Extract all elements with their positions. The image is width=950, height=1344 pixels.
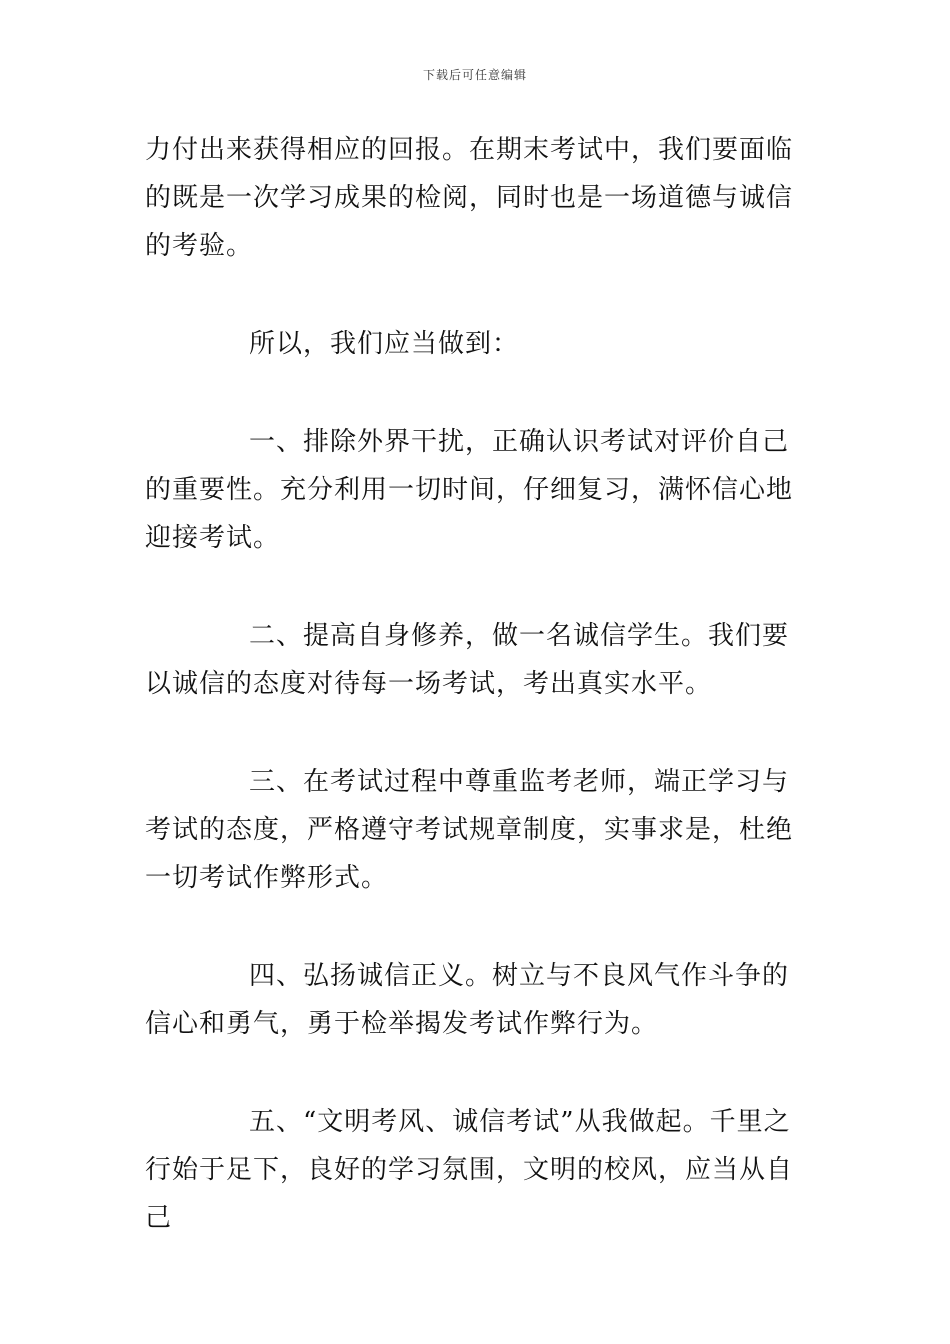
paragraph-gap xyxy=(145,562,810,612)
paragraph-gap xyxy=(145,368,810,418)
paragraph-gap xyxy=(145,902,810,952)
paragraph-point-3: 三、在考试过程中尊重监考老师，端正学习与考试的态度，严格遵守考试规章制度，实事求是，杜绝一切考试作弊形式。 xyxy=(145,767,794,893)
paragraph-intro: 所以，我们应当做到： xyxy=(249,329,520,359)
paragraph-gap xyxy=(145,1048,810,1098)
document-body xyxy=(145,126,810,1242)
paragraph-point-2: 二、提高自身修养，做一名诚信学生。我们要以诚信的态度对待每一场考试，考出真实水平。 xyxy=(145,621,790,699)
paragraph-point-1: 一、排除外界干扰，正确认识考试对评价自己的重要性。充分利用一切时间，仔细复习，满怀信心地迎接考试。 xyxy=(145,427,794,553)
paragraph-point-4: 四、弘扬诚信正义。树立与不良风气作斗争的信心和勇气，勇于检举揭发考试作弊行为。 xyxy=(145,961,790,1039)
header-note: 下载后可任意编辑 xyxy=(422,68,527,82)
paragraph-point-5: 五、“文明考风、诚信考试”从我做起。千里之行始于足下，良好的学习氛围，文明的校风，应当从自己 xyxy=(145,1107,794,1233)
paragraph-gap xyxy=(145,708,810,758)
paragraph-gap xyxy=(145,270,810,320)
paragraph-continuation: 力付出来获得相应的回报。在期末考试中，我们要面临的既是一次学习成果的检阅，同时也是一场道德与诚信的考验。 xyxy=(145,135,794,261)
